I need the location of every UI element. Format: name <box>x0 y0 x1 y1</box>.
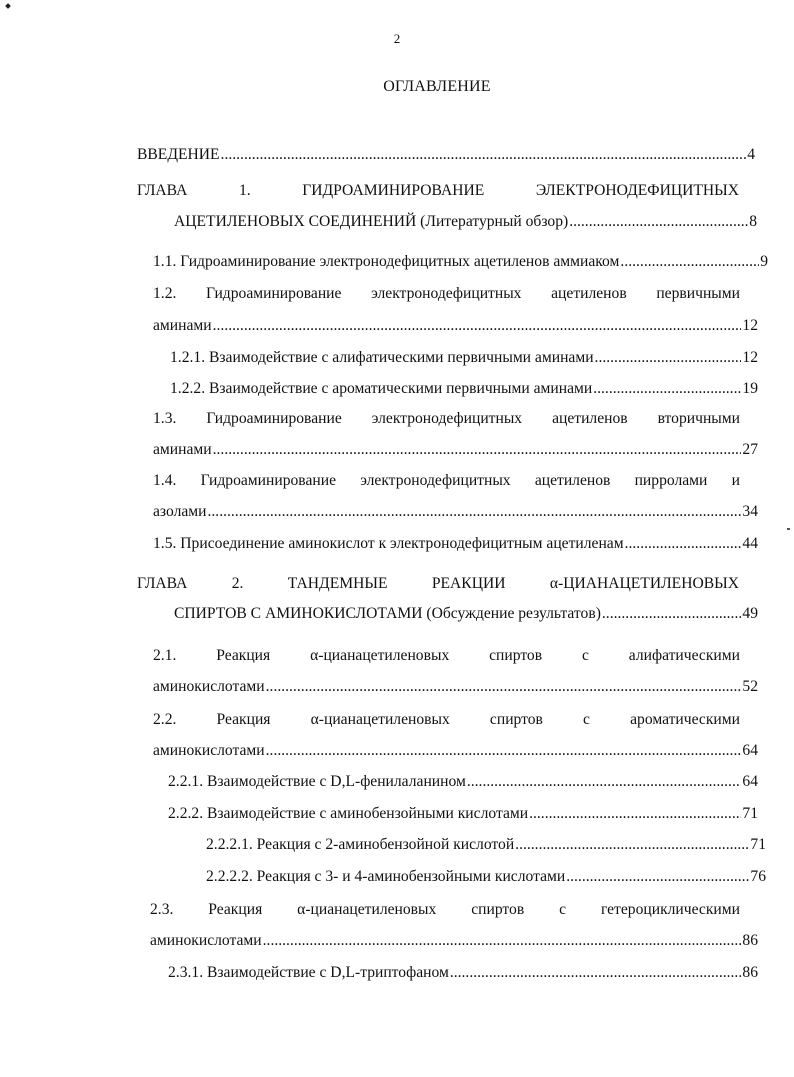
scan-mark <box>5 3 11 9</box>
toc-section-2-2-2-2[interactable]: 2.2.2.2. Реакция с 3- и 4-аминобензойными кислотами ..... 76 <box>206 866 766 888</box>
toc-section-2-2-2[interactable]: 2.2.2. Взаимодействие с аминобензойными кислотами ..... 71 <box>168 803 758 825</box>
toc-section-2-2-heading[interactable]: 2.2. Реакция α-цианацетиленовых спиртов с ароматическими <box>153 711 740 728</box>
toc-section-1-2-heading[interactable]: 1.2. Гидроаминирование электронодефицитных ацетиленов первичными <box>153 285 740 302</box>
toc-section-2-2-1[interactable]: 2.2.1. Взаимодействие с D,L-фенилаланином ..... 64 <box>168 771 758 793</box>
toc-entry-introduction[interactable]: ВВЕДЕНИЕ ..... 4 <box>137 144 755 166</box>
scan-speck <box>787 528 790 530</box>
toc-section-2-1[interactable]: аминокислотами ..... 52 <box>153 676 758 698</box>
toc-section-1-5[interactable]: 1.5. Присоединение аминокислот к электронодефицитным ацетиленам ..... 44 <box>153 533 758 555</box>
page-number: 2 <box>393 31 401 46</box>
toc-chapter-1[interactable]: АЦЕТИЛЕНОВЫХ СОЕДИНЕНИЙ (Литературный обзор) ..... 8 <box>174 211 757 233</box>
toc-section-1-3[interactable]: аминами ..... 27 <box>153 439 758 461</box>
toc-section-2-2-2-1[interactable]: 2.2.2.1. Реакция с 2-аминобензойной кислотой ..... 71 <box>206 834 766 856</box>
toc-section-2-2[interactable]: аминокислотами ..... 64 <box>153 740 758 762</box>
toc-section-2-3[interactable]: аминокислотами ..... 86 <box>150 930 758 952</box>
toc-chapter-2-heading[interactable]: ГЛАВА 2. ТАНДЕМНЫЕ РЕАКЦИИ α-ЦИАНАЦЕТИЛЕНОВЫХ <box>137 575 739 592</box>
toc-chapter-2[interactable]: СПИРТОВ С АМИНОКИСЛОТАМИ (Обсуждение результатов) ..... 49 <box>174 603 758 625</box>
toc-section-1-3-heading[interactable]: 1.3. Гидроаминирование электронодефицитных ацетиленов вторичными <box>153 410 740 427</box>
toc-chapter-1-heading[interactable]: ГЛАВА 1. ГИДРОАМИНИРОВАНИЕ ЭЛЕКТРОНОДЕФИЦИТНЫХ <box>137 182 739 199</box>
toc-section-1-4-heading[interactable]: 1.4. Гидроаминирование электронодефицитных ацетиленов пирролами и <box>153 472 740 489</box>
toc-section-1-2[interactable]: аминами ..... 12 <box>153 315 758 337</box>
toc-section-2-3-heading[interactable]: 2.3. Реакция α-цианацетиленовых спиртов с гетероциклическими <box>150 901 740 918</box>
toc-section-2-3-1[interactable]: 2.3.1. Взаимодействие с D,L-триптофаном ..... 86 <box>168 962 758 984</box>
toc-section-2-1-heading[interactable]: 2.1. Реакция α-цианацетиленовых спиртов с алифатическими <box>153 647 740 664</box>
toc-section-1-2-2[interactable]: 1.2.2. Взаимодействие с ароматическими первичными аминами ..... 19 <box>170 378 758 400</box>
page-title: ОГЛАВЛЕНИЕ <box>383 78 491 95</box>
toc-section-1-2-1[interactable]: 1.2.1. Взаимодействие с алифатическими первичными аминами ..... 12 <box>170 347 758 369</box>
toc-section-1-4[interactable]: азолами ..... 34 <box>153 501 758 523</box>
toc-section-1-1[interactable]: 1.1. Гидроаминирование электронодефицитных ацетиленов аммиаком ..... 9 <box>153 251 768 273</box>
